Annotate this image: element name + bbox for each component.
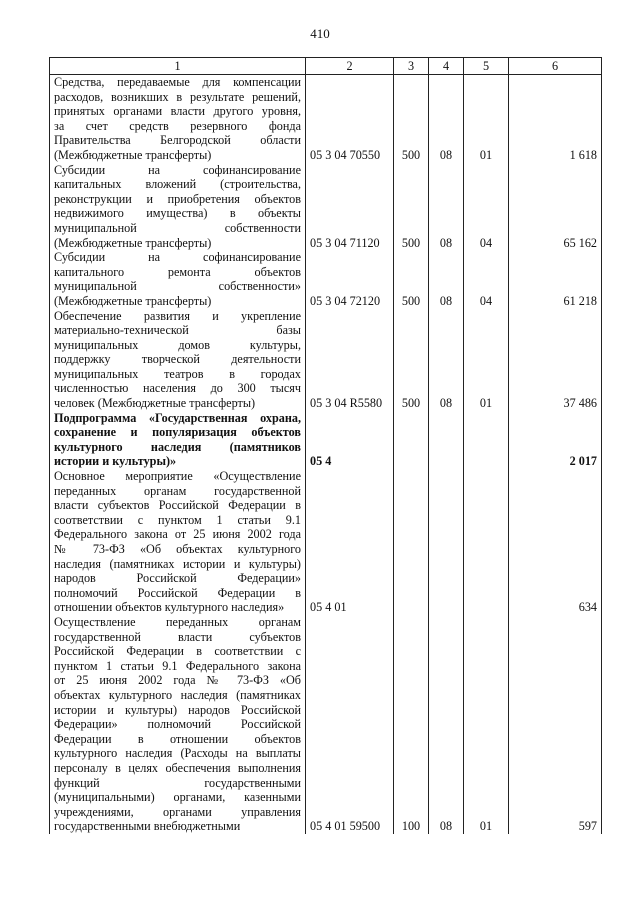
row-code: 05 3 04 71120 — [306, 163, 394, 251]
description-line: Осуществление переданных органам — [54, 614, 301, 629]
description-line: культурного наследия (памятников — [54, 439, 301, 454]
table-row — [50, 163, 602, 251]
row-description — [50, 75, 306, 163]
description-line: муниципальных домов культуры, — [54, 337, 301, 352]
description-line: принятых органами власти другого уровня, — [54, 104, 301, 119]
row-amount: 2 017 — [509, 411, 602, 469]
row-expense-type: 500 — [394, 250, 429, 308]
description-line: Обеспечение развития и укрепление — [54, 308, 301, 323]
description-line: расходов, возникших в результате решений, — [54, 89, 301, 104]
row-code: 05 3 04 72120 — [306, 250, 394, 308]
description-line: переданных органам государственной — [54, 483, 301, 498]
description-line: истории и культуры) народов Российской — [54, 702, 301, 717]
description-line: сохранение и популяризация объектов — [54, 425, 301, 440]
description-line: Средства, передаваемые для компенсации — [54, 75, 301, 89]
row-section — [429, 469, 464, 615]
table-row — [50, 411, 602, 469]
row-expense-type — [394, 411, 429, 469]
table-row — [50, 75, 602, 163]
description-line: Федерации» полномочий Российской — [54, 717, 301, 732]
row-section: 08 — [429, 75, 464, 163]
row-description — [50, 250, 306, 308]
row-section: 08 — [429, 309, 464, 411]
description-line: пунктом 1 статьи 9.1 Федерального закона — [54, 658, 301, 673]
row-section — [429, 411, 464, 469]
header-row — [50, 58, 602, 75]
description-line: наследия (памятниках истории и культуры) — [54, 556, 301, 571]
row-expense-type: 500 — [394, 75, 429, 163]
description-line: власти субъектов Российской Федерации в — [54, 498, 301, 513]
table-row — [50, 615, 602, 834]
row-subsection — [464, 469, 509, 615]
description-line: (муниципальными) органами, казенными — [54, 790, 301, 805]
table-row — [50, 469, 602, 615]
description-line: Федерации в отношении объектов — [54, 731, 301, 746]
row-description — [50, 615, 306, 834]
description-line: отношении объектов культурного наследия» — [54, 600, 285, 615]
row-description — [50, 309, 306, 411]
row-amount: 597 — [509, 615, 602, 834]
description-line: истории и культуры)» — [54, 454, 177, 469]
description-line: численностью населения до 300 тысяч — [54, 381, 301, 396]
description-line: соответствии с пунктом 1 статьи 9.1 — [54, 512, 301, 527]
description-line: государственной власти субъектов — [54, 629, 301, 644]
header-col-6: 6 — [509, 58, 602, 75]
description-line: (Межбюджетные трансферты) — [54, 235, 212, 250]
row-expense-type: 100 — [394, 615, 429, 834]
row-subsection: 01 — [464, 615, 509, 834]
row-subsection: 04 — [464, 163, 509, 251]
row-section: 08 — [429, 163, 464, 251]
description-line: Правительства Белгородской области — [54, 133, 301, 148]
header-col-3: 3 — [394, 58, 429, 75]
description-line: полномочий Российской Федерации в — [54, 585, 301, 600]
description-line: (Межбюджетные трансферты) — [54, 147, 212, 162]
description-line: за счет средств резервного фонда — [54, 118, 301, 133]
row-description — [50, 163, 306, 251]
description-line: реконструкции и приобретения объектов — [54, 191, 301, 206]
row-section: 08 — [429, 250, 464, 308]
description-line: учреждениями, органами управления — [54, 804, 301, 819]
row-code: 05 3 04 70550 — [306, 75, 394, 163]
description-line: культурного наследия (Расходы на выплаты — [54, 746, 301, 761]
row-amount: 37 486 — [509, 309, 602, 411]
table-body — [50, 75, 602, 834]
row-amount: 61 218 — [509, 250, 602, 308]
description-line: недвижимого имущества) в объекты — [54, 206, 301, 221]
row-code: 05 4 — [306, 411, 394, 469]
description-line: объектах культурного наследия (памятниках — [54, 687, 301, 702]
row-expense-type — [394, 469, 429, 615]
row-code: 05 4 01 59500 — [306, 615, 394, 834]
row-subsection: 01 — [464, 75, 509, 163]
description-line: Основное мероприятие «Осуществление — [54, 469, 301, 484]
description-line: государственными внебюджетными — [54, 819, 241, 834]
table-row — [50, 250, 602, 308]
table-row — [50, 309, 602, 411]
row-subsection — [464, 411, 509, 469]
row-amount: 634 — [509, 469, 602, 615]
row-description — [50, 469, 306, 615]
row-subsection: 01 — [464, 309, 509, 411]
description-line: капитальных вложений (строительства, — [54, 177, 301, 192]
row-subsection: 04 — [464, 250, 509, 308]
description-line: от 25 июня 2002 года № 73-ФЗ «Об — [54, 673, 301, 688]
budget-table — [49, 57, 602, 834]
header-col-1: 1 — [50, 58, 306, 75]
description-line: муниципальной собственности» — [54, 279, 301, 294]
row-code: 05 4 01 — [306, 469, 394, 615]
description-line: муниципальных театров в городах — [54, 366, 301, 381]
description-line: материально-технической базы — [54, 323, 301, 338]
header-col-4: 4 — [429, 58, 464, 75]
row-amount: 65 162 — [509, 163, 602, 251]
description-line: муниципальной собственности — [54, 220, 301, 235]
row-amount: 1 618 — [509, 75, 602, 163]
description-line: поддержку творческой деятельности — [54, 352, 301, 367]
description-line: (Межбюджетные трансферты) — [54, 293, 212, 308]
header-col-2: 2 — [306, 58, 394, 75]
description-line: народов Российской Федерации» — [54, 571, 301, 586]
description-line: человек (Межбюджетные трансферты) — [54, 396, 256, 411]
description-line: № 73-ФЗ «Об объектах культурного — [54, 542, 301, 556]
description-line: Российской Федерации в соответствии с — [54, 644, 301, 659]
description-line: капитального ремонта объектов — [54, 264, 301, 279]
description-line: персоналу в целях обеспечения выполнения — [54, 760, 301, 775]
description-line: Субсидии на софинансирование — [54, 162, 301, 177]
row-expense-type: 500 — [394, 163, 429, 251]
description-line: Подпрограмма «Государственная охрана, — [54, 410, 301, 425]
row-section: 08 — [429, 615, 464, 834]
row-expense-type: 500 — [394, 309, 429, 411]
row-code: 05 3 04 R5580 — [306, 309, 394, 411]
description-line: функций государственными — [54, 775, 301, 790]
description-line: Федерального закона от 25 июня 2002 года — [54, 527, 301, 542]
page-number: 410 — [310, 26, 330, 41]
row-description — [50, 411, 306, 469]
header-col-5: 5 — [464, 58, 509, 75]
description-line: Субсидии на софинансирование — [54, 250, 301, 265]
